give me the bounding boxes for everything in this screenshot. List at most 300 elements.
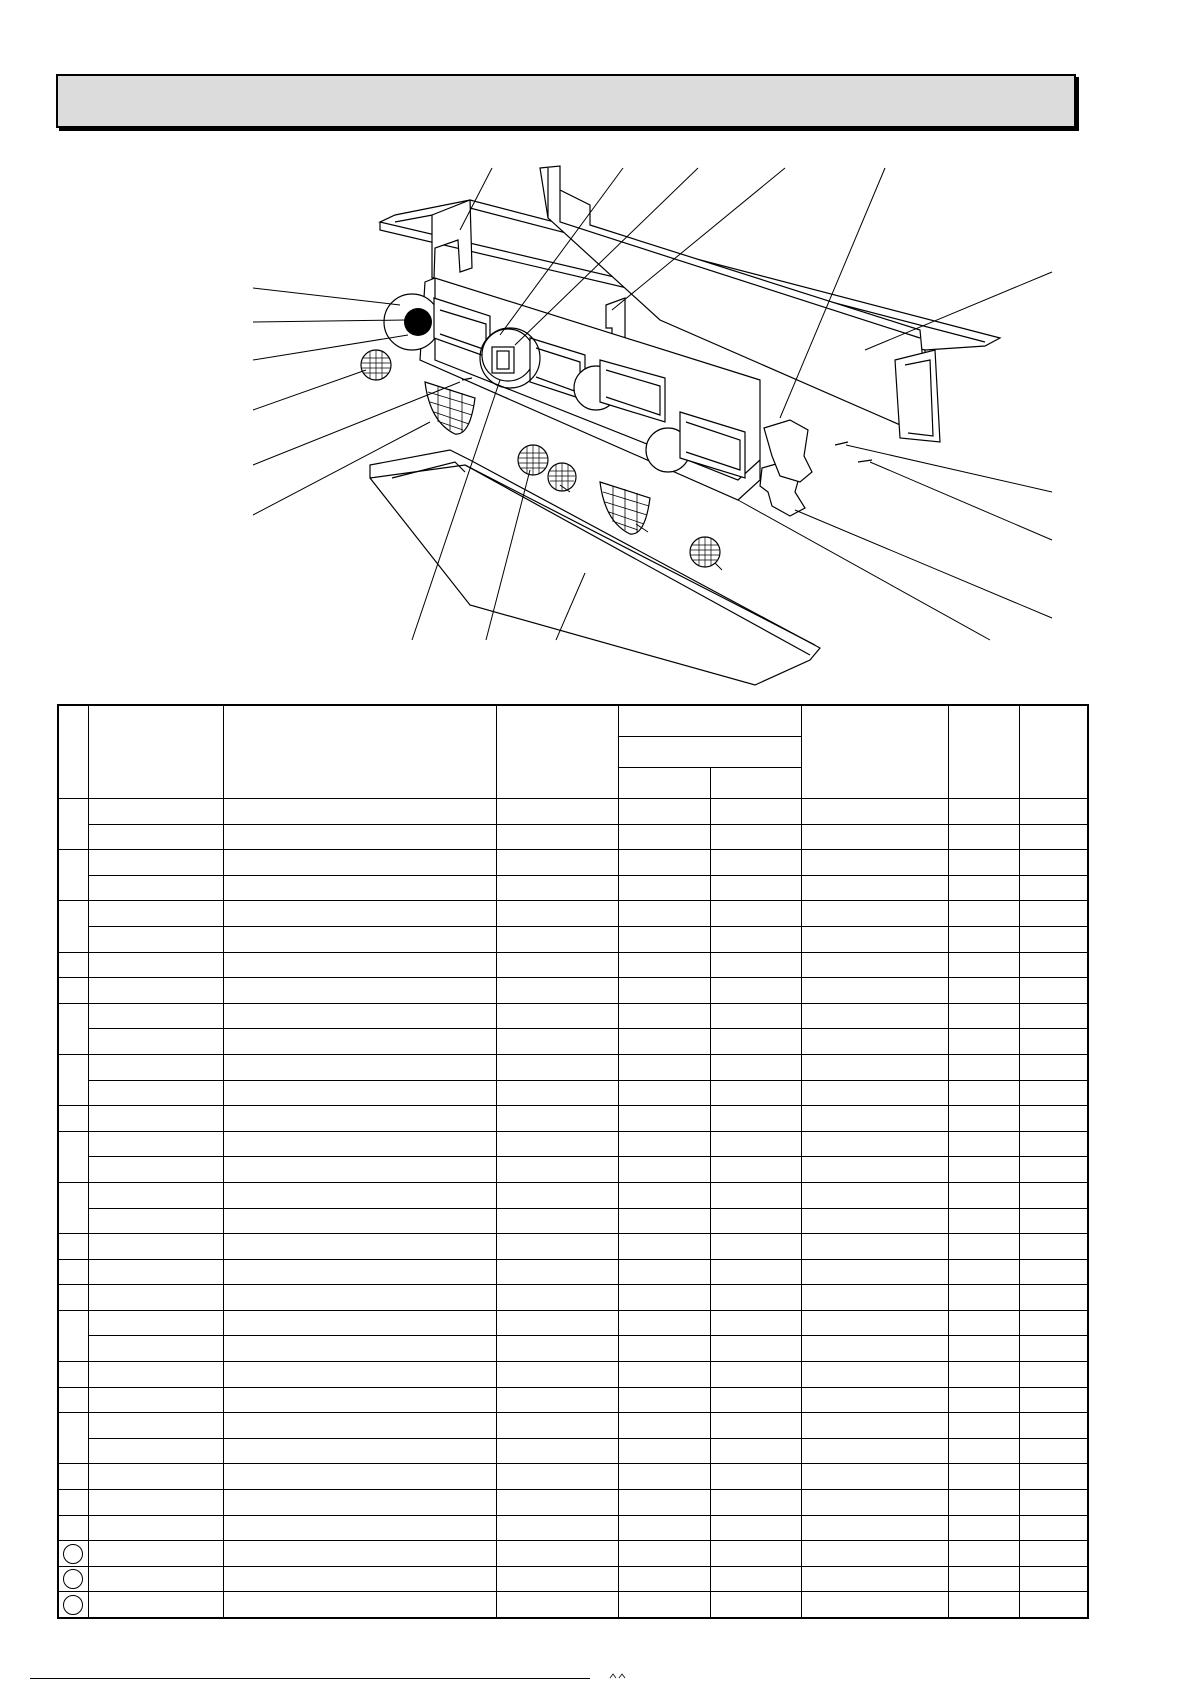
qty-model-a-cell bbox=[618, 1438, 710, 1464]
recommended-qty-cell bbox=[1019, 1490, 1088, 1516]
table-row bbox=[58, 1464, 1088, 1490]
row-number-cell bbox=[58, 799, 88, 850]
qty-model-b-cell bbox=[710, 1336, 801, 1362]
qty-model-a-cell bbox=[618, 824, 710, 850]
remarks-cell bbox=[801, 952, 948, 978]
qty-model-b-cell bbox=[710, 926, 801, 952]
part-number-cell bbox=[88, 952, 223, 978]
part-number-cell bbox=[88, 875, 223, 901]
fan-guard-left bbox=[425, 382, 475, 434]
part-number-cell bbox=[88, 1438, 223, 1464]
circled-number-icon bbox=[63, 1569, 83, 1589]
qty-model-a-cell bbox=[618, 1182, 710, 1208]
part-name-cell bbox=[223, 1029, 496, 1055]
part-name-cell bbox=[223, 1208, 496, 1234]
part-name-cell bbox=[223, 1336, 496, 1362]
qty-model-b-cell bbox=[710, 1157, 801, 1183]
part-number-cell bbox=[88, 1566, 223, 1592]
header-cell-wiring-diagram bbox=[948, 705, 1019, 799]
table-row bbox=[58, 952, 1088, 978]
part-number-cell bbox=[88, 1106, 223, 1132]
remarks-cell bbox=[801, 1054, 948, 1080]
part-number-cell bbox=[88, 1310, 223, 1336]
row-number-cell bbox=[58, 978, 88, 1004]
recommended-qty-cell bbox=[1019, 1310, 1088, 1336]
specification-cell bbox=[496, 799, 618, 825]
specification-cell bbox=[496, 1080, 618, 1106]
specification-cell bbox=[496, 1182, 618, 1208]
table-row bbox=[58, 1003, 1088, 1029]
part-name-cell bbox=[223, 1106, 496, 1132]
qty-model-a-cell bbox=[618, 1566, 710, 1592]
wiring-diagram-cell bbox=[948, 824, 1019, 850]
part-number-cell bbox=[88, 1285, 223, 1311]
part-name-cell bbox=[223, 1566, 496, 1592]
qty-model-a-cell bbox=[618, 1515, 710, 1541]
qty-model-b-cell bbox=[710, 1182, 801, 1208]
part-number-cell bbox=[88, 1413, 223, 1439]
qty-model-a-cell bbox=[618, 1362, 710, 1388]
recommended-qty-cell bbox=[1019, 1106, 1088, 1132]
side-plate-gasket bbox=[760, 420, 812, 516]
part-name-cell bbox=[223, 1310, 496, 1336]
part-name-cell bbox=[223, 926, 496, 952]
table-row bbox=[58, 1106, 1088, 1132]
part-name-cell bbox=[223, 978, 496, 1004]
recommended-qty-cell bbox=[1019, 978, 1088, 1004]
qty-model-a-cell bbox=[618, 850, 710, 876]
recommended-qty-cell bbox=[1019, 1259, 1088, 1285]
specification-cell bbox=[496, 1003, 618, 1029]
recommended-qty-cell bbox=[1019, 1592, 1088, 1618]
specification-cell bbox=[496, 1464, 618, 1490]
specification-cell bbox=[496, 926, 618, 952]
table-row bbox=[58, 1310, 1088, 1336]
wiring-diagram-cell bbox=[948, 1208, 1019, 1234]
part-number-cell bbox=[88, 1592, 223, 1618]
part-number-cell bbox=[88, 1131, 223, 1157]
specification-cell bbox=[496, 1413, 618, 1439]
table-row bbox=[58, 850, 1088, 876]
qty-model-b-cell bbox=[710, 1464, 801, 1490]
part-name-cell bbox=[223, 1157, 496, 1183]
qty-model-b-cell bbox=[710, 1438, 801, 1464]
recommended-qty-cell bbox=[1019, 1285, 1088, 1311]
header-cell-part-no bbox=[88, 705, 223, 799]
specification-cell bbox=[496, 1438, 618, 1464]
qty-model-b-cell bbox=[710, 850, 801, 876]
wiring-diagram-cell bbox=[948, 1131, 1019, 1157]
row-number-cell bbox=[58, 1515, 88, 1541]
row-number-cell bbox=[58, 1259, 88, 1285]
qty-model-a-cell bbox=[618, 1413, 710, 1439]
qty-model-b-cell bbox=[710, 1029, 801, 1055]
specification-cell bbox=[496, 1541, 618, 1567]
recommended-qty-cell bbox=[1019, 824, 1088, 850]
wiring-diagram-cell bbox=[948, 875, 1019, 901]
remarks-cell bbox=[801, 1464, 948, 1490]
specification-cell bbox=[496, 1234, 618, 1260]
qty-model-b-cell bbox=[710, 1208, 801, 1234]
remarks-cell bbox=[801, 875, 948, 901]
specification-cell bbox=[496, 1592, 618, 1618]
parts-table bbox=[57, 704, 1089, 1619]
remarks-cell bbox=[801, 1080, 948, 1106]
table-row bbox=[58, 1387, 1088, 1413]
qty-model-a-cell bbox=[618, 1387, 710, 1413]
recommended-qty-cell bbox=[1019, 1413, 1088, 1439]
part-name-cell bbox=[223, 1515, 496, 1541]
qty-model-b-cell bbox=[710, 1259, 801, 1285]
part-name-cell bbox=[223, 952, 496, 978]
recommended-qty-cell bbox=[1019, 1464, 1088, 1490]
recommended-qty-cell bbox=[1019, 1029, 1088, 1055]
qty-model-a-cell bbox=[618, 1310, 710, 1336]
wiring-diagram-cell bbox=[948, 1387, 1019, 1413]
qty-model-a-cell bbox=[618, 978, 710, 1004]
row-number-cell bbox=[58, 1541, 88, 1567]
part-name-cell bbox=[223, 1003, 496, 1029]
row-number-cell bbox=[58, 1387, 88, 1413]
row-number-cell bbox=[58, 1106, 88, 1132]
recommended-qty-cell bbox=[1019, 1003, 1088, 1029]
part-number-cell bbox=[88, 799, 223, 825]
parts-table-body bbox=[58, 799, 1088, 1619]
fan-motor bbox=[492, 347, 514, 373]
row-number-cell bbox=[58, 952, 88, 978]
recommended-qty-cell bbox=[1019, 799, 1088, 825]
recommended-qty-cell bbox=[1019, 901, 1088, 927]
part-name-cell bbox=[223, 1285, 496, 1311]
row-number-cell bbox=[58, 850, 88, 901]
table-row bbox=[58, 1438, 1088, 1464]
row-number-cell bbox=[58, 1566, 88, 1592]
table-row bbox=[58, 901, 1088, 927]
table-row bbox=[58, 1490, 1088, 1516]
row-number-cell bbox=[58, 1362, 88, 1388]
recommended-qty-cell bbox=[1019, 952, 1088, 978]
specification-cell bbox=[496, 1157, 618, 1183]
part-name-cell bbox=[223, 1387, 496, 1413]
qty-model-b-cell bbox=[710, 1566, 801, 1592]
qty-model-a-cell bbox=[618, 1106, 710, 1132]
qty-model-a-cell bbox=[618, 1131, 710, 1157]
wiring-diagram-cell bbox=[948, 1310, 1019, 1336]
recommended-qty-cell bbox=[1019, 1541, 1088, 1567]
qty-model-b-cell bbox=[710, 1003, 801, 1029]
table-row bbox=[58, 1515, 1088, 1541]
remarks-cell bbox=[801, 1438, 948, 1464]
row-number-cell bbox=[58, 901, 88, 952]
wiring-diagram-cell bbox=[948, 1054, 1019, 1080]
remarks-cell bbox=[801, 1029, 948, 1055]
wiring-diagram-cell bbox=[948, 1490, 1019, 1516]
part-number-cell bbox=[88, 1541, 223, 1567]
part-name-cell bbox=[223, 1490, 496, 1516]
remarks-cell bbox=[801, 1208, 948, 1234]
table-row bbox=[58, 1182, 1088, 1208]
qty-model-b-cell bbox=[710, 1490, 801, 1516]
row-number-cell bbox=[58, 1310, 88, 1361]
specification-cell bbox=[496, 978, 618, 1004]
qty-model-b-cell bbox=[710, 875, 801, 901]
remarks-cell bbox=[801, 1003, 948, 1029]
row-number-cell bbox=[58, 1131, 88, 1182]
qty-model-a-cell bbox=[618, 1259, 710, 1285]
remarks-cell bbox=[801, 978, 948, 1004]
row-number-cell bbox=[58, 1413, 88, 1464]
part-number-cell bbox=[88, 1259, 223, 1285]
part-number-cell bbox=[88, 901, 223, 927]
row-number-cell bbox=[58, 1285, 88, 1311]
recommended-qty-cell bbox=[1019, 1157, 1088, 1183]
part-number-cell bbox=[88, 1157, 223, 1183]
remarks-cell bbox=[801, 824, 948, 850]
wiring-diagram-cell bbox=[948, 1003, 1019, 1029]
specification-cell bbox=[496, 1387, 618, 1413]
wiring-diagram-cell bbox=[948, 952, 1019, 978]
table-row bbox=[58, 1285, 1088, 1311]
wiring-diagram-cell bbox=[948, 1336, 1019, 1362]
remarks-cell bbox=[801, 1566, 948, 1592]
specification-cell bbox=[496, 1515, 618, 1541]
table-header-row bbox=[58, 705, 1088, 737]
fan-wheel-disks bbox=[404, 308, 432, 336]
remarks-cell bbox=[801, 1592, 948, 1618]
specification-cell bbox=[496, 952, 618, 978]
part-number-cell bbox=[88, 1054, 223, 1080]
page-number-mark bbox=[608, 1672, 632, 1680]
specification-cell bbox=[496, 901, 618, 927]
wiring-diagram-cell bbox=[948, 1362, 1019, 1388]
part-name-cell bbox=[223, 1592, 496, 1618]
table-row bbox=[58, 799, 1088, 825]
qty-model-b-cell bbox=[710, 1541, 801, 1567]
wiring-diagram-cell bbox=[948, 1592, 1019, 1618]
specification-cell bbox=[496, 1208, 618, 1234]
wiring-diagram-cell bbox=[948, 1413, 1019, 1439]
specification-cell bbox=[496, 1029, 618, 1055]
qty-model-a-cell bbox=[618, 799, 710, 825]
qty-model-a-cell bbox=[618, 1054, 710, 1080]
qty-model-a-cell bbox=[618, 1490, 710, 1516]
qty-model-b-cell bbox=[710, 1131, 801, 1157]
qty-model-a-cell bbox=[618, 926, 710, 952]
header-cell-no bbox=[58, 705, 88, 799]
qty-model-b-cell bbox=[710, 952, 801, 978]
part-number-cell bbox=[88, 1387, 223, 1413]
part-number-cell bbox=[88, 1336, 223, 1362]
table-row bbox=[58, 1413, 1088, 1439]
recommended-qty-cell bbox=[1019, 1566, 1088, 1592]
part-name-cell bbox=[223, 1131, 496, 1157]
table-row bbox=[58, 875, 1088, 901]
remarks-cell bbox=[801, 1259, 948, 1285]
specification-cell bbox=[496, 1285, 618, 1311]
table-row bbox=[58, 1054, 1088, 1080]
remarks-cell bbox=[801, 1182, 948, 1208]
remarks-cell bbox=[801, 1541, 948, 1567]
header-cell-recommended-qty bbox=[1019, 705, 1088, 799]
row-number-cell bbox=[58, 1234, 88, 1260]
qty-model-a-cell bbox=[618, 1336, 710, 1362]
recommended-qty-cell bbox=[1019, 1182, 1088, 1208]
remarks-cell bbox=[801, 1157, 948, 1183]
qty-model-b-cell bbox=[710, 901, 801, 927]
qty-model-b-cell bbox=[710, 1387, 801, 1413]
wiring-diagram-cell bbox=[948, 978, 1019, 1004]
row-number-cell bbox=[58, 1592, 88, 1618]
part-name-cell bbox=[223, 875, 496, 901]
specification-cell bbox=[496, 1259, 618, 1285]
recommended-qty-cell bbox=[1019, 1438, 1088, 1464]
wiring-diagram-cell bbox=[948, 1029, 1019, 1055]
wiring-diagram-cell bbox=[948, 926, 1019, 952]
part-name-cell bbox=[223, 824, 496, 850]
header-cell-qty-group bbox=[618, 705, 801, 737]
exploded-parts-diagram bbox=[0, 160, 1191, 700]
table-row bbox=[58, 1259, 1088, 1285]
remarks-cell bbox=[801, 1336, 948, 1362]
fan-guard-right bbox=[600, 482, 650, 534]
part-name-cell bbox=[223, 1234, 496, 1260]
specification-cell bbox=[496, 875, 618, 901]
recommended-qty-cell bbox=[1019, 1336, 1088, 1362]
header-cell-specification bbox=[496, 705, 618, 799]
part-number-cell bbox=[88, 926, 223, 952]
remarks-cell bbox=[801, 1515, 948, 1541]
table-row bbox=[58, 1157, 1088, 1183]
wiring-diagram-cell bbox=[948, 1285, 1019, 1311]
qty-model-a-cell bbox=[618, 1003, 710, 1029]
table-row bbox=[58, 1336, 1088, 1362]
qty-model-a-cell bbox=[618, 1592, 710, 1618]
part-number-cell bbox=[88, 1003, 223, 1029]
table-row bbox=[58, 926, 1088, 952]
part-number-cell bbox=[88, 824, 223, 850]
part-name-cell bbox=[223, 799, 496, 825]
qty-model-b-cell bbox=[710, 978, 801, 1004]
specification-cell bbox=[496, 1054, 618, 1080]
circled-number-icon bbox=[63, 1595, 83, 1615]
specification-cell bbox=[496, 824, 618, 850]
wiring-diagram-cell bbox=[948, 1464, 1019, 1490]
wiring-diagram-cell bbox=[948, 1234, 1019, 1260]
part-number-cell bbox=[88, 1208, 223, 1234]
recommended-qty-cell bbox=[1019, 1387, 1088, 1413]
table-row bbox=[58, 1362, 1088, 1388]
part-name-cell bbox=[223, 1080, 496, 1106]
table-row bbox=[58, 1208, 1088, 1234]
part-number-cell bbox=[88, 1029, 223, 1055]
qty-model-b-cell bbox=[710, 1310, 801, 1336]
qty-model-b-cell bbox=[710, 824, 801, 850]
specification-cell bbox=[496, 1362, 618, 1388]
part-number-cell bbox=[88, 1515, 223, 1541]
remarks-cell bbox=[801, 1413, 948, 1439]
qty-model-b-cell bbox=[710, 1054, 801, 1080]
wiring-diagram-cell bbox=[948, 850, 1019, 876]
remarks-cell bbox=[801, 1131, 948, 1157]
qty-model-b-cell bbox=[710, 1080, 801, 1106]
row-number-cell bbox=[58, 1054, 88, 1105]
qty-model-a-cell bbox=[618, 1541, 710, 1567]
qty-model-a-cell bbox=[618, 1029, 710, 1055]
header-cell-part-name bbox=[223, 705, 496, 799]
wiring-diagram-cell bbox=[948, 1566, 1019, 1592]
specification-cell bbox=[496, 1336, 618, 1362]
part-number-cell bbox=[88, 850, 223, 876]
header-cell-remarks bbox=[801, 705, 948, 799]
row-number-cell bbox=[58, 1490, 88, 1516]
recommended-qty-cell bbox=[1019, 926, 1088, 952]
qty-model-a-cell bbox=[618, 1208, 710, 1234]
part-number-cell bbox=[88, 1080, 223, 1106]
qty-model-a-cell bbox=[618, 1080, 710, 1106]
row-number-cell bbox=[58, 1464, 88, 1490]
qty-model-b-cell bbox=[710, 1362, 801, 1388]
table-row bbox=[58, 1131, 1088, 1157]
qty-model-a-cell bbox=[618, 1285, 710, 1311]
part-name-cell bbox=[223, 901, 496, 927]
electrical-box bbox=[895, 350, 940, 442]
circled-number-icon bbox=[63, 1544, 83, 1564]
qty-model-b-cell bbox=[710, 1234, 801, 1260]
header-cell-model bbox=[618, 737, 801, 768]
qty-model-b-cell bbox=[710, 1285, 801, 1311]
wiring-diagram-cell bbox=[948, 1106, 1019, 1132]
part-number-cell bbox=[88, 1490, 223, 1516]
recommended-qty-cell bbox=[1019, 1080, 1088, 1106]
qty-model-a-cell bbox=[618, 875, 710, 901]
part-number-cell bbox=[88, 978, 223, 1004]
qty-model-b-cell bbox=[710, 1515, 801, 1541]
part-name-cell bbox=[223, 1362, 496, 1388]
part-name-cell bbox=[223, 850, 496, 876]
part-name-cell bbox=[223, 1438, 496, 1464]
part-number-cell bbox=[88, 1362, 223, 1388]
part-name-cell bbox=[223, 1541, 496, 1567]
specification-cell bbox=[496, 850, 618, 876]
remarks-cell bbox=[801, 799, 948, 825]
remarks-cell bbox=[801, 850, 948, 876]
remarks-cell bbox=[801, 1362, 948, 1388]
remarks-cell bbox=[801, 1234, 948, 1260]
recommended-qty-cell bbox=[1019, 1515, 1088, 1541]
qty-model-b-cell bbox=[710, 1413, 801, 1439]
wiring-diagram-cell bbox=[948, 1515, 1019, 1541]
table-row bbox=[58, 978, 1088, 1004]
wiring-diagram-cell bbox=[948, 1259, 1019, 1285]
table-row bbox=[58, 1234, 1088, 1260]
part-name-cell bbox=[223, 1182, 496, 1208]
wiring-diagram-cell bbox=[948, 1182, 1019, 1208]
table-row bbox=[58, 1080, 1088, 1106]
specification-cell bbox=[496, 1106, 618, 1132]
qty-model-b-cell bbox=[710, 799, 801, 825]
remarks-cell bbox=[801, 1106, 948, 1132]
row-number-cell bbox=[58, 1003, 88, 1054]
specification-cell bbox=[496, 1131, 618, 1157]
qty-model-a-cell bbox=[618, 1157, 710, 1183]
wiring-diagram-cell bbox=[948, 1438, 1019, 1464]
table-row bbox=[58, 1566, 1088, 1592]
recommended-qty-cell bbox=[1019, 1234, 1088, 1260]
part-name-cell bbox=[223, 1259, 496, 1285]
wiring-diagram-cell bbox=[948, 1541, 1019, 1567]
table-row bbox=[58, 1541, 1088, 1567]
specification-cell bbox=[496, 1490, 618, 1516]
